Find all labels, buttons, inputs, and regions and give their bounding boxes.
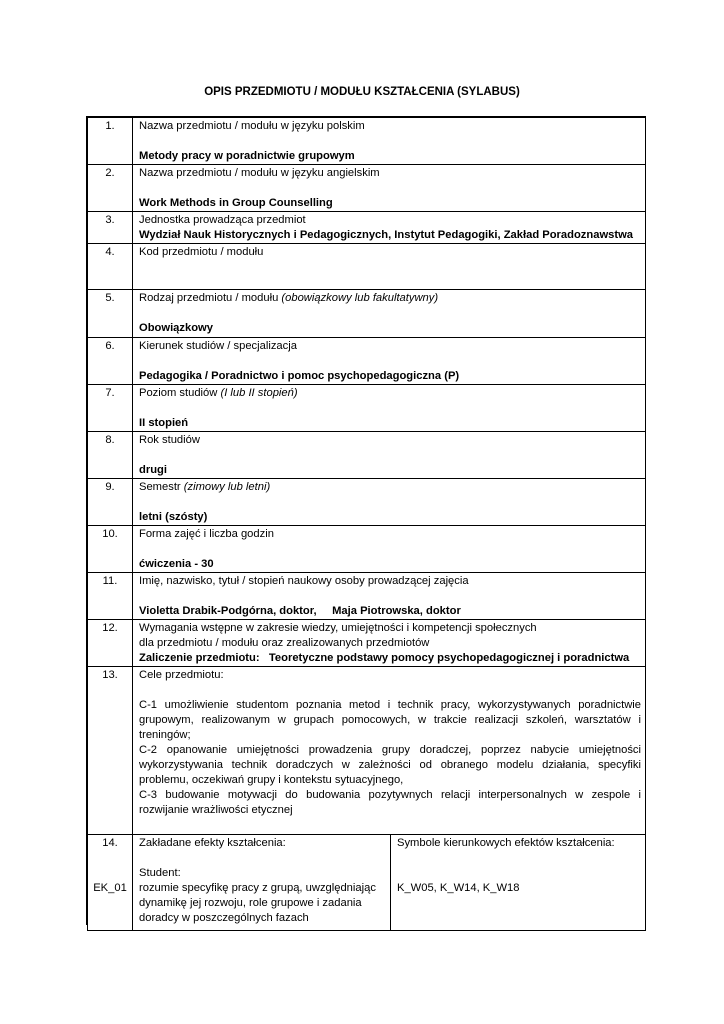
effect-text: rozumie specyfikę pracy z grupą, uwzględniając dynamikę jej rozwoju, role grupowe i zadania doradcy w poszczególnych fazach <box>139 882 376 924</box>
row-7 <box>88 385 646 432</box>
row-5 <box>88 290 646 338</box>
row-value: Violetta Drabik-Podgórna, doktor, Maja Piotrowska, doktor <box>139 605 461 617</box>
row-label-hint: (zimowy lub letni) <box>183 481 271 493</box>
row-value: letni (szósty) <box>139 511 208 523</box>
row-value: Work Methods in Group Counselling <box>139 197 333 209</box>
row-number: 10. <box>88 526 133 573</box>
symbols-label: Symbole kierunkowych efektów kształcenia: <box>397 837 615 849</box>
row-value: Zaliczenie przedmiotu: Teoretyczne podstawy pomocy psychopedagogicznej i poradnictwa <box>139 652 630 664</box>
row-label: Poziom studiów <box>139 387 221 399</box>
row-3 <box>88 212 646 244</box>
row-label-continued: dla przedmiotu / modułu oraz zrealizowanych przedmiotów <box>139 637 430 649</box>
row-number: 5. <box>88 290 133 338</box>
row-value: II stopień <box>139 417 189 429</box>
goal-c1: C-1 umożliwienie studentom poznania metod i technik pracy, wykorzystywanych poradnictwie grupowym, realizowanym w grupach pomocowych, w trakcie realizacji szkoleń, warsztatów i treningów; <box>139 699 642 741</box>
row-value: Pedagogika / Poradnictwo i pomoc psychopedagogiczna (P) <box>139 370 460 382</box>
row-number: 3. <box>88 212 133 244</box>
row-8 <box>88 432 646 479</box>
row-number: 8. <box>88 432 133 479</box>
row-value: Obowiązkowy <box>139 322 213 334</box>
row-12 <box>88 620 646 667</box>
goals-label: Cele przedmiotu: <box>139 669 224 681</box>
row-label: Semestr <box>139 481 184 493</box>
row-9 <box>88 479 646 526</box>
row-number: 2. <box>88 165 133 212</box>
effect-id: EK_01 <box>93 882 127 894</box>
row-13 <box>88 667 646 835</box>
syllabus-table-frame <box>86 116 646 925</box>
row-label: Rodzaj przedmiotu / modułu <box>139 292 282 304</box>
row-1 <box>88 118 646 165</box>
row-label-hint: (obowiązkowy lub fakultatywny) <box>281 292 439 304</box>
student-label: Student: <box>139 867 181 879</box>
effects-label: Zakładane efekty kształcenia: <box>139 837 286 849</box>
row-number: 12. <box>88 620 133 667</box>
row-label: Jednostka prowadząca przedmiot <box>139 214 306 226</box>
row-value: Wydział Nauk Historycznych i Pedagogicznych, Instytut Pedagogiki, Zakład Poradoznawstwa <box>139 229 634 241</box>
row-label: Kod przedmiotu / modułu <box>139 246 264 258</box>
row-value: drugi <box>139 464 167 476</box>
row-14 <box>88 835 646 931</box>
row-number: 13. <box>88 667 133 835</box>
row-number: 4. <box>88 244 133 290</box>
row-number: 1. <box>88 118 133 165</box>
row-label: Rok studiów <box>139 434 200 446</box>
row-2 <box>88 165 646 212</box>
row-4 <box>88 244 646 290</box>
row-label: Imię, nazwisko, tytuł / stopień naukowy osoby prowadzącej zajęcia <box>139 575 469 587</box>
row-label: Kierunek studiów / specjalizacja <box>139 340 297 352</box>
row-number: 11. <box>88 573 133 620</box>
syllabus-table <box>87 117 646 931</box>
row-value: Metody pracy w poradnictwie grupowym <box>139 150 355 162</box>
row-number: 7. <box>88 385 133 432</box>
row-10 <box>88 526 646 573</box>
row-number: 9. <box>88 479 133 526</box>
row-number: 6. <box>88 338 133 385</box>
row-label: Wymagania wstępne w zakresie wiedzy, umiejętności i kompetencji społecznych <box>139 622 537 634</box>
row-number: 14. <box>102 837 118 849</box>
row-value: ćwiczenia - 30 <box>139 558 214 570</box>
row-label-hint: (I lub II stopień) <box>220 387 298 399</box>
row-6 <box>88 338 646 385</box>
goal-c3: C-3 budowanie motywacji do budowania pozytywnych relacji interpersonalnych w zespole i rozwijanie wrażliwości etycznej <box>139 789 642 816</box>
effect-symbols: K_W05, K_W14, K_W18 <box>397 882 520 894</box>
row-label: Forma zajęć i liczba godzin <box>139 528 274 540</box>
goal-c2: C-2 opanowanie umiejętności prowadzenia grupy doradczej, poprzez nabycie umiejętności wykorzystywania technik doradczych w zależności od obranego modelu działania, specyfiki problemu, oczekiwań grupy i kontekstu sytuacyjnego, <box>139 744 642 786</box>
document-title: OPIS PRZEDMIOTU / MODUŁU KSZTAŁCENIA (SYLABUS) <box>204 86 520 98</box>
row-label: Nazwa przedmiotu / modułu w języku polskim <box>139 120 365 132</box>
row-label: Nazwa przedmiotu / modułu w języku angielskim <box>139 167 380 179</box>
row-11 <box>88 573 646 620</box>
